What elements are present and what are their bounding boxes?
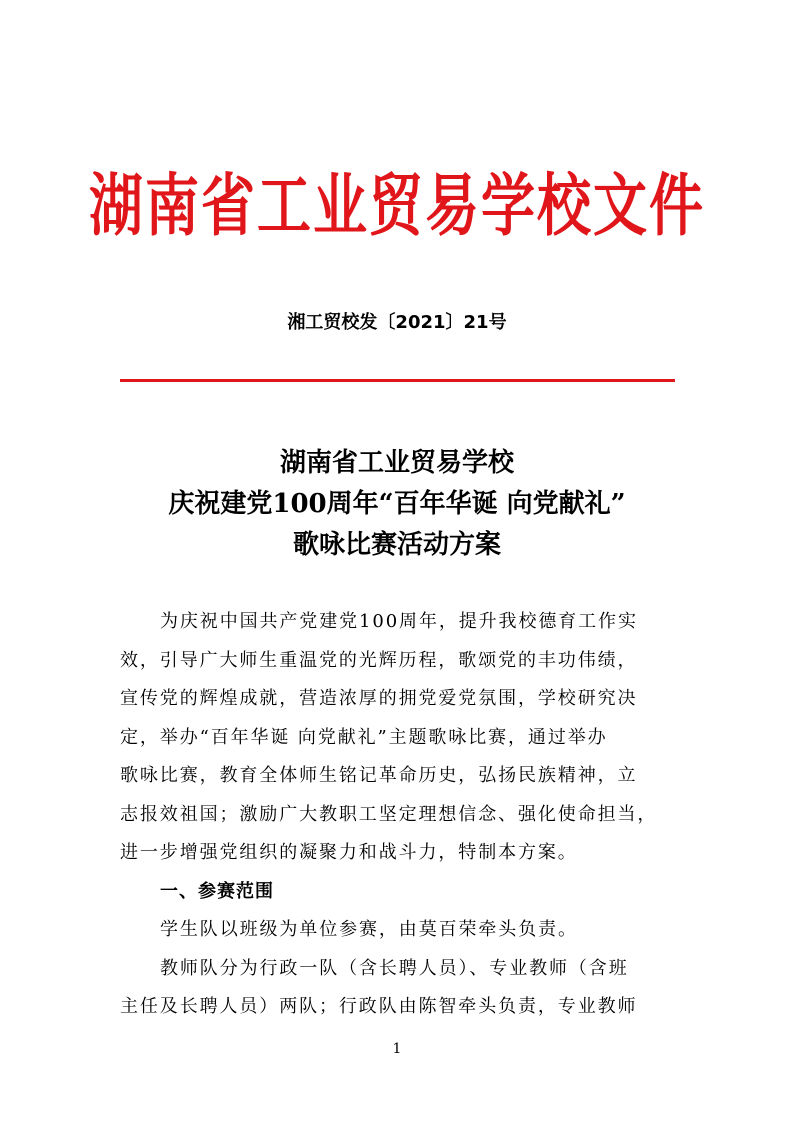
- page-number: 1: [392, 1041, 402, 1057]
- document-body: [120, 603, 675, 1027]
- body-paragraph-line: 歌咏比赛，教育全体师生铭记革命历史，弘扬民族精神，立: [120, 765, 638, 786]
- title-line-3: 歌咏比赛活动方案: [292, 530, 501, 560]
- body-paragraph-line: 宣传党的辉煌成就，营造浓厚的拥党爱党氛围，学校研究决: [120, 688, 638, 709]
- body-paragraph-line: 为庆祝中国共产党建党100周年，提升我校德育工作实: [160, 611, 638, 632]
- title-line-1: 湖南省工业贸易学校: [279, 448, 514, 478]
- section-heading: 一、参赛范围: [160, 880, 274, 902]
- section-line: 学生队以班级为单位参赛，由莫百荣牵头负责。: [160, 919, 578, 940]
- section-line: 主任及长聘人员）两队；行政队由陈智牵头负责，专业教师: [120, 996, 638, 1017]
- masthead-title: 湖南省工业贸易学校文件: [89, 165, 705, 245]
- section-line: 教师队分为行政一队（含长聘人员）、专业教师（含班: [160, 957, 629, 979]
- body-paragraph-line: 定，举办“百年华诞 向党献礼”主题歌咏比赛，通过举办: [120, 726, 608, 748]
- body-paragraph-line: 志报效祖国；激励广大教职工坚定理想信念、强化使命担当，: [120, 803, 658, 825]
- document-number: 湘工贸校发〔2021〕21号: [287, 312, 507, 333]
- body-paragraph-line: 进一步增强党组织的凝聚力和战斗力，特制本方案。: [120, 842, 578, 863]
- red-divider-rule: [120, 379, 675, 382]
- body-paragraph-line: 效，引导广大师生重温党的光辉历程，歌颂党的丰功伟绩，: [120, 649, 638, 671]
- document-title: [0, 443, 794, 566]
- title-line-2: 庆祝建党100周年“百年华诞 向党献礼”: [168, 489, 626, 519]
